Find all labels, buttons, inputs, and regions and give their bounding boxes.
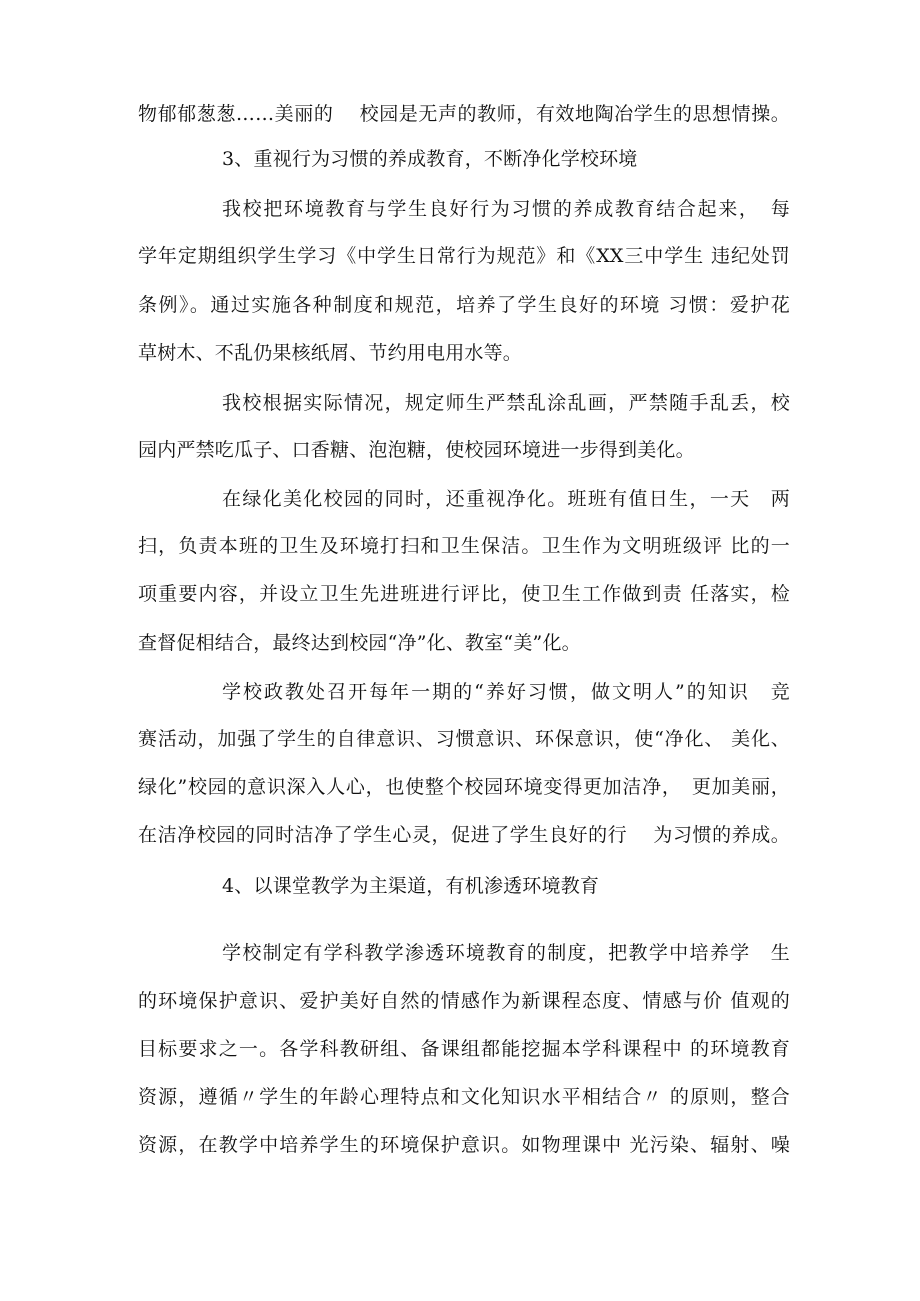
text-line: 学校政教处召开每年一期的“养好习惯，做文明人”的知识 竞 [222, 681, 790, 703]
text-line: 条例》。通过实施各种制度和规范，培养了学生良好的环境 习惯：爱护花 [138, 294, 790, 316]
text-line: 在绿化美化校园的同时，还重视净化。班班有值日生，一天 两 [222, 488, 790, 510]
text-line: 草树木、不乱仍果核纸屑、节约用电用水等。 [138, 342, 523, 364]
text-line: 资源，在教学中培养学生的环境保护意识。如物理课中 光污染、辐射、噪 [138, 1134, 790, 1156]
section-heading-3: 3、重视行为习惯的养成教育，不断净化学校环境 [222, 148, 638, 170]
text-line: 园内严禁吃瓜子、口香糖、泡泡糖，使校园环境进一步得到美化。 [138, 439, 695, 461]
text-line: 我校把环境教育与学生良好行为习惯的养成教育结合起来， 每 [222, 198, 790, 220]
text-line: 我校根据实际情况，规定师生严禁乱涂乱画，严禁随手乱丢，校 [222, 392, 790, 414]
text-line: 绿化”校园的意识深入人心，也使整个校园环境变得更加洁净， 更加美丽， [138, 776, 790, 798]
text-line: 赛活动，加强了学生的自律意识、习惯意识、环保意识，使“净化、 美化、 [138, 728, 790, 750]
text-line: 目标要求之一。各学科教研组、备课组都能挖掘本学科课程中 的环境教育 [138, 1038, 790, 1060]
text-line: 物郁郁葱葱……美丽的 校园是无声的教师，有效地陶冶学生的思想情操。 [138, 103, 790, 125]
text-line: 扫，负责本班的卫生及环境打扫和卫生保洁。卫生作为文明班级评 比的一 [138, 535, 790, 557]
text-line: 在洁净校园的同时洁净了学生心灵，促进了学生良好的行 为习惯的养成。 [138, 824, 790, 846]
section-heading-4: 4、以课堂教学为主渠道，有机渗透环境教育 [222, 875, 600, 897]
text-line: 学校制定有学科教学渗透环境教育的制度，把教学中培养学 生 [222, 942, 790, 964]
text-line: 资源，遵循〃学生的年龄心理特点和文化知识水平相结合〃 的原则，整合 [138, 1086, 790, 1108]
text-line: 项重要内容，并设立卫生先进班进行评比，使卫生工作做到责 任落实，检 [138, 583, 790, 605]
text-line: 查督促相结合，最终达到校园“净”化、教室“美”化。 [138, 632, 581, 654]
text-line: 的环境保护意识、爱护美好自然的情感作为新课程态度、情感与价 值观的 [138, 990, 790, 1012]
text-line: 学年定期组织学生学习《中学生日常行为规范》和《XX三中学生 违纪处罚 [138, 245, 790, 267]
